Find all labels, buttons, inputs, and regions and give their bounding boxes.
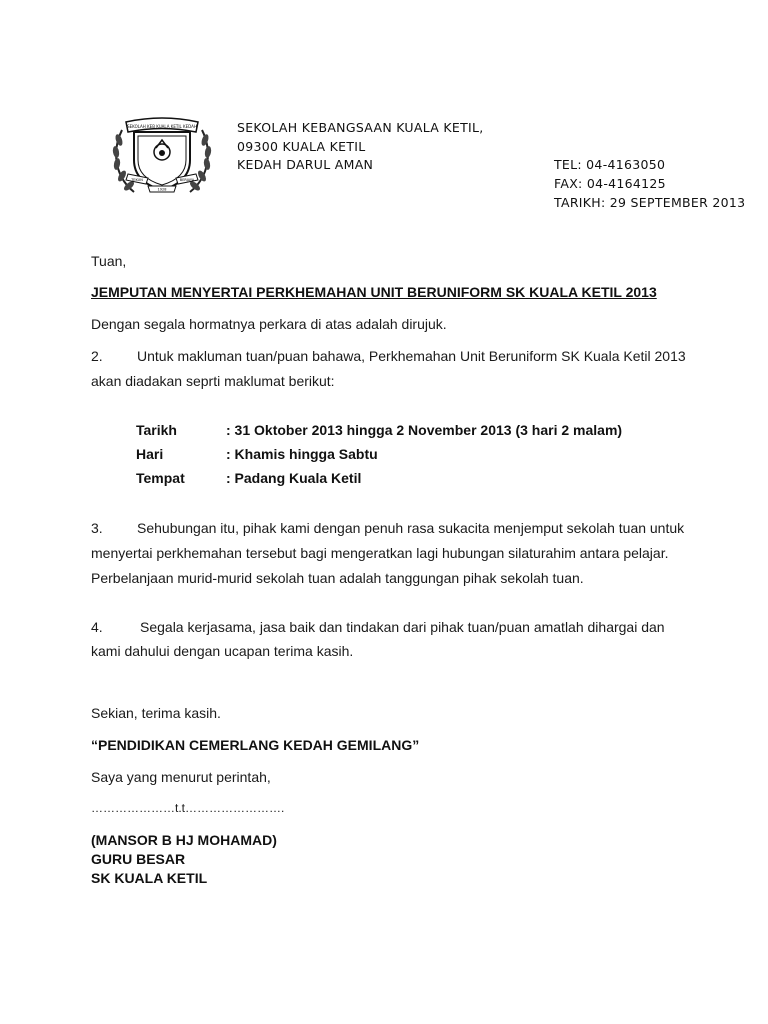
telephone: TEL: 04-4163050 [554, 157, 666, 172]
detail-label-venue: Tempat [136, 470, 185, 486]
school-address: 09300 KUALA KETIL [237, 139, 366, 154]
svg-text:BERJAYA: BERJAYA [179, 178, 195, 182]
paragraph-2-number: 2. [91, 348, 103, 364]
school-state: KEDAH DARUL AMAN [237, 157, 374, 172]
paragraph-4-line-2: kami dahului dengan ucapan terima kasih. [91, 643, 354, 659]
signature-line: …………………t.t……………………. [91, 801, 285, 815]
svg-text:1928: 1928 [157, 187, 167, 192]
detail-value-venue: : Padang Kuala Ketil [226, 470, 362, 486]
paragraph-2-line-2: akan diadakan seprti maklumat berikut: [91, 373, 335, 389]
fax: FAX: 04-4164125 [554, 176, 666, 191]
detail-value-date: : 31 Oktober 2013 hingga 2 November 2013 (3 hari 2 malam) [226, 422, 623, 438]
detail-label-day: Hari [136, 446, 164, 462]
detail-value-day: : Khamis hingga Sabtu [226, 446, 378, 462]
paragraph-3-number: 3. [91, 520, 103, 536]
paragraph-2-line-1: Untuk makluman tuan/puan bahawa, Perkhemahan Unit Beruniform SK Kuala Ketil 2013 [137, 348, 686, 364]
subject-heading: JEMPUTAN MENYERTAI PERKHEMAHAN UNIT BERUNIFORM SK KUALA KETIL 2013 [91, 284, 657, 300]
letter-date: TARIKH: 29 SEPTEMBER 2013 [554, 195, 746, 210]
signatory-school: SK KUALA KETIL [91, 870, 208, 886]
motto: “PENDIDIKAN CEMERLANG KEDAH GEMILANG” [91, 737, 420, 753]
svg-text:TEKUN: TEKUN [131, 178, 143, 182]
svg-text:SEKOLAH KEB KUALA KETIL KEDAH: SEKOLAH KEB KUALA KETIL KEDAH [127, 124, 197, 129]
salutation: Tuan, [91, 253, 127, 269]
paragraph-4-number: 4. [91, 619, 103, 635]
paragraph-3-line-2: menyertai perkhemahan tersebut bagi mengeratkan lagi hubungan silaturahim antara pelajar. [91, 545, 669, 561]
signatory-title: GURU BESAR [91, 851, 186, 867]
paragraph-3-line-3: Perbelanjaan murid-murid sekolah tuan adalah tanggungan pihak sekolah tuan. [91, 570, 584, 586]
school-name: SEKOLAH KEBANGSAAN KUALA KETIL, [237, 120, 484, 135]
paragraph-1: Dengan segala hormatnya perkara di atas adalah dirujuk. [91, 316, 447, 332]
signatory-name: (MANSOR B HJ MOHAMAD) [91, 832, 277, 848]
paragraph-4-line-1: Segala kerjasama, jasa baik dan tindakan dari pihak tuan/puan amatlah dihargai dan [140, 619, 665, 635]
obedient-line: Saya yang menurut perintah, [91, 769, 271, 785]
detail-label-date: Tarikh [136, 422, 177, 438]
closing: Sekian, terima kasih. [91, 705, 221, 721]
school-crest-icon [108, 110, 216, 202]
paragraph-3-line-1: Sehubungan itu, pihak kami dengan penuh rasa sukacita menjemput sekolah tuan untuk [137, 520, 685, 536]
